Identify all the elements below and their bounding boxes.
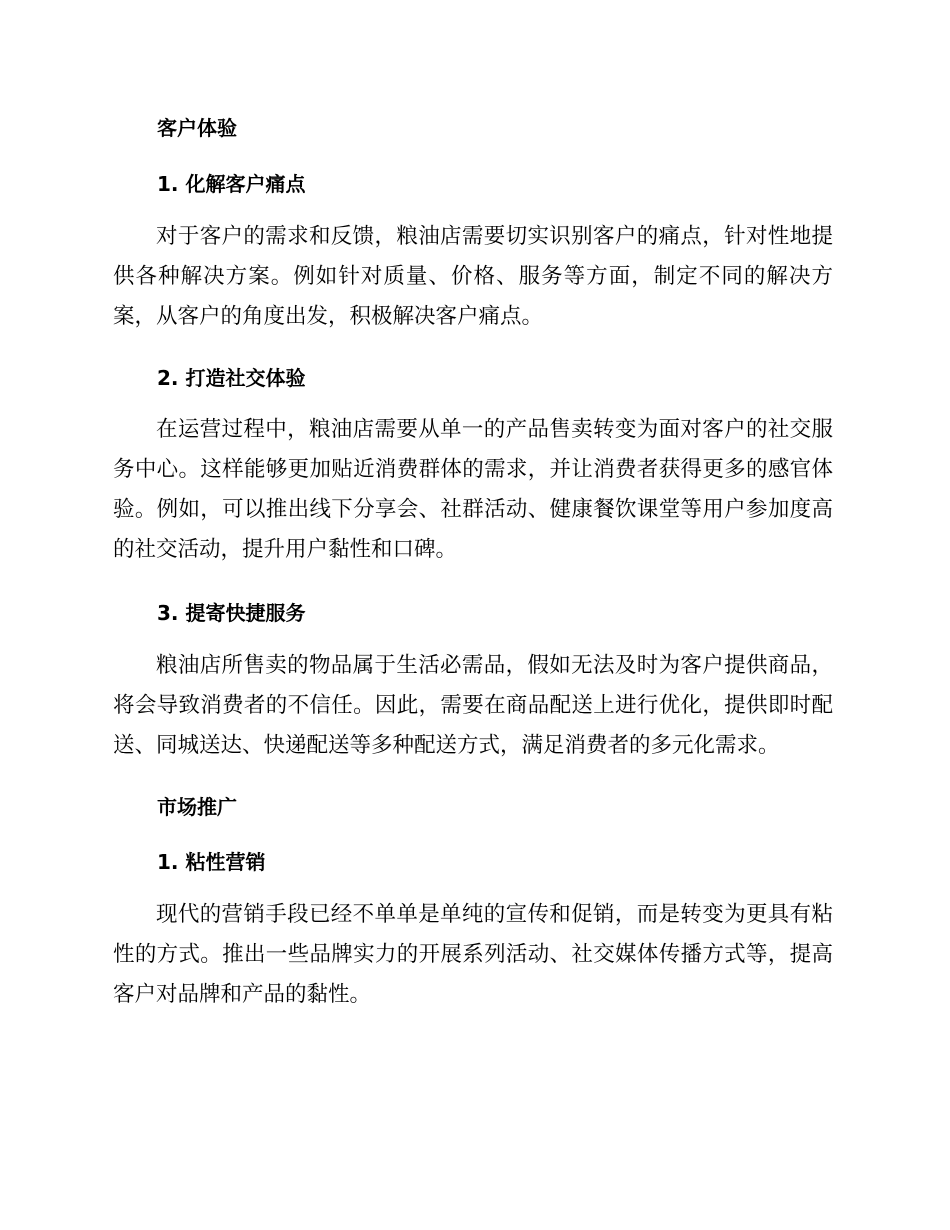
subheading-fast-service: 3. 提寄快捷服务 [157,601,306,625]
paragraph-social-experience: 在运营过程中，粮油店需要从单一的产品售卖转变为面对客户的社交服务中心。这样能够更加贴近消费群体的需求，并让消费者获得更多的感官体验。例如，可以推出线下分享会、社群活动、健康餐饮课堂等用户参加度高的社交活动，提升用户黏性和口碑。 [113,417,833,562]
paragraph-sticky-marketing: 现代的营销手段已经不单单是单纯的宣传和促销，而是转变为更具有粘性的方式。推出一些品牌实力的开展系列活动、社交媒体传播方式等，提高客户对品牌和产品的黏性。 [113,902,833,1007]
subheading-social-experience: 2. 打造社交体验 [157,366,306,390]
section-title-marketing: 市场推广 [157,795,237,819]
section-title-customer-experience: 客户体验 [157,116,237,140]
paragraph-fast-service: 粮油店所售卖的物品属于生活必需品，假如无法及时为客户提供商品，将会导致消费者的不信任。因此，需要在商品配送上进行优化，提供即时配送、同城送达、快递配送等多种配送方式，满足消费者的多元化需求。 [113,653,833,758]
subheading-resolve-pain-points: 1. 化解客户痛点 [157,172,306,196]
paragraph-resolve-pain-points: 对于客户的需求和反馈，粮油店需要切实识别客户的痛点，针对性地提供各种解决方案。例如针对质量、价格、服务等方面，制定不同的解决方案，从客户的角度出发，积极解决客户痛点。 [113,224,833,329]
subheading-sticky-marketing: 1. 粘性营销 [157,850,266,874]
